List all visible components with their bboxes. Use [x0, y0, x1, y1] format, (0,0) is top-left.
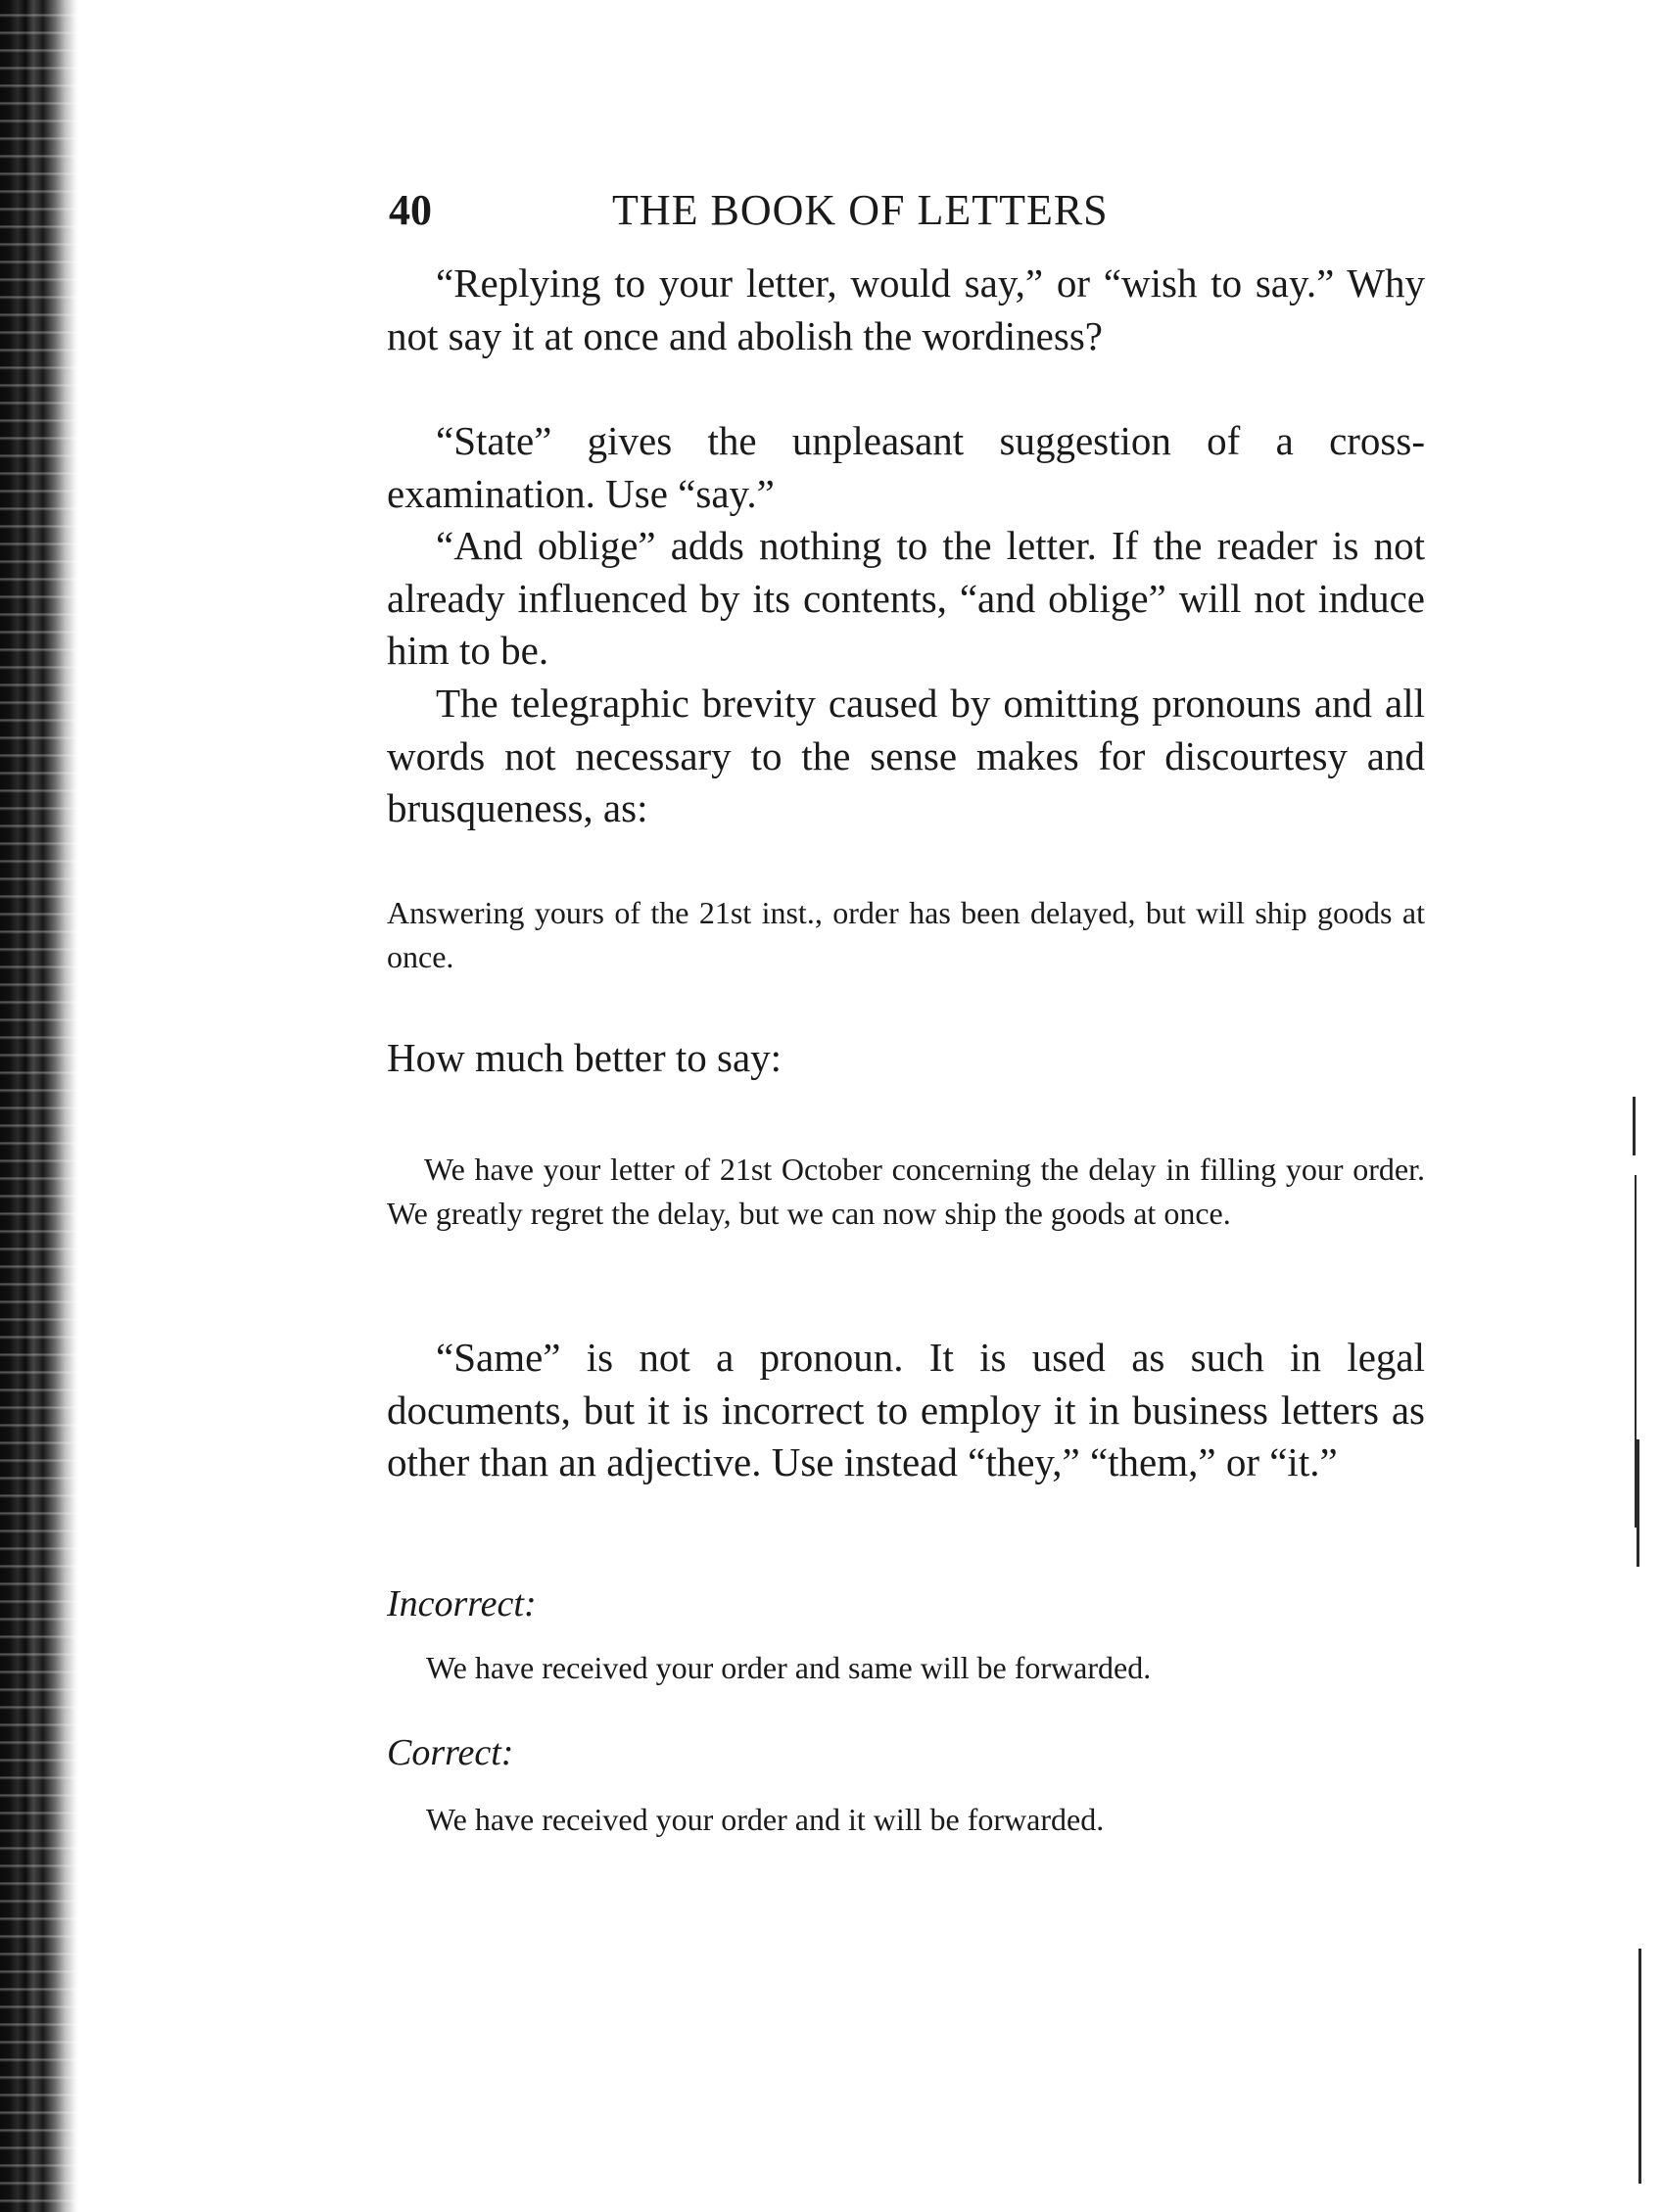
running-head [387, 184, 1425, 237]
page-number: 40 [389, 186, 432, 234]
better-intro: How much better to say: [387, 1035, 783, 1080]
scan-mark [1638, 1949, 1641, 2184]
example-better: We have your letter of 21st October concerning the delay in filling your order. We greatly regret the delay, but we can now ship the goods at once. [387, 1152, 1425, 1231]
book-page [387, 0, 1425, 2212]
correct-example: We have received your order and it will be forwarded. [426, 1802, 1105, 1837]
incorrect-example: We have received your order and same will be forwarded. [426, 1650, 1152, 1685]
running-title: THE BOOK OF LETTERS [612, 186, 1109, 234]
incorrect-label: Incorrect: [387, 1583, 537, 1624]
paragraph-same: “Same” is not a pronoun. It is used as such in legal documents, but it is incorrect to employ it in business letters as other than an adjective. Use instead “they,” “them,” or “it.” [387, 1335, 1425, 1484]
example-brusque: Answering yours of the 21st inst., order has been delayed, but will ship goods at once. [387, 895, 1425, 974]
scan-mark [1633, 1097, 1636, 1155]
paragraph-replying: “Replying to your letter, would say,” or “wish to say.” Why not say it at once and abolish the wordiness? [387, 260, 1425, 358]
scan-mark [1637, 1439, 1639, 1567]
paragraph-state: “State” gives the unpleasant suggestion of a cross-examination. Use “say.” [387, 418, 1425, 516]
paragraph-oblige: “And oblige” adds nothing to the letter. If the reader is not already influenced by its contents, “and oblige” will not induce him to be. [387, 523, 1425, 673]
correct-label: Correct: [387, 1732, 514, 1773]
scanned-binding-edge [0, 0, 78, 2212]
paragraph-brevity: The telegraphic brevity caused by omitting pronouns and all words not necessary to the sense makes for discourtesy and brusqueness, as: [387, 681, 1425, 830]
